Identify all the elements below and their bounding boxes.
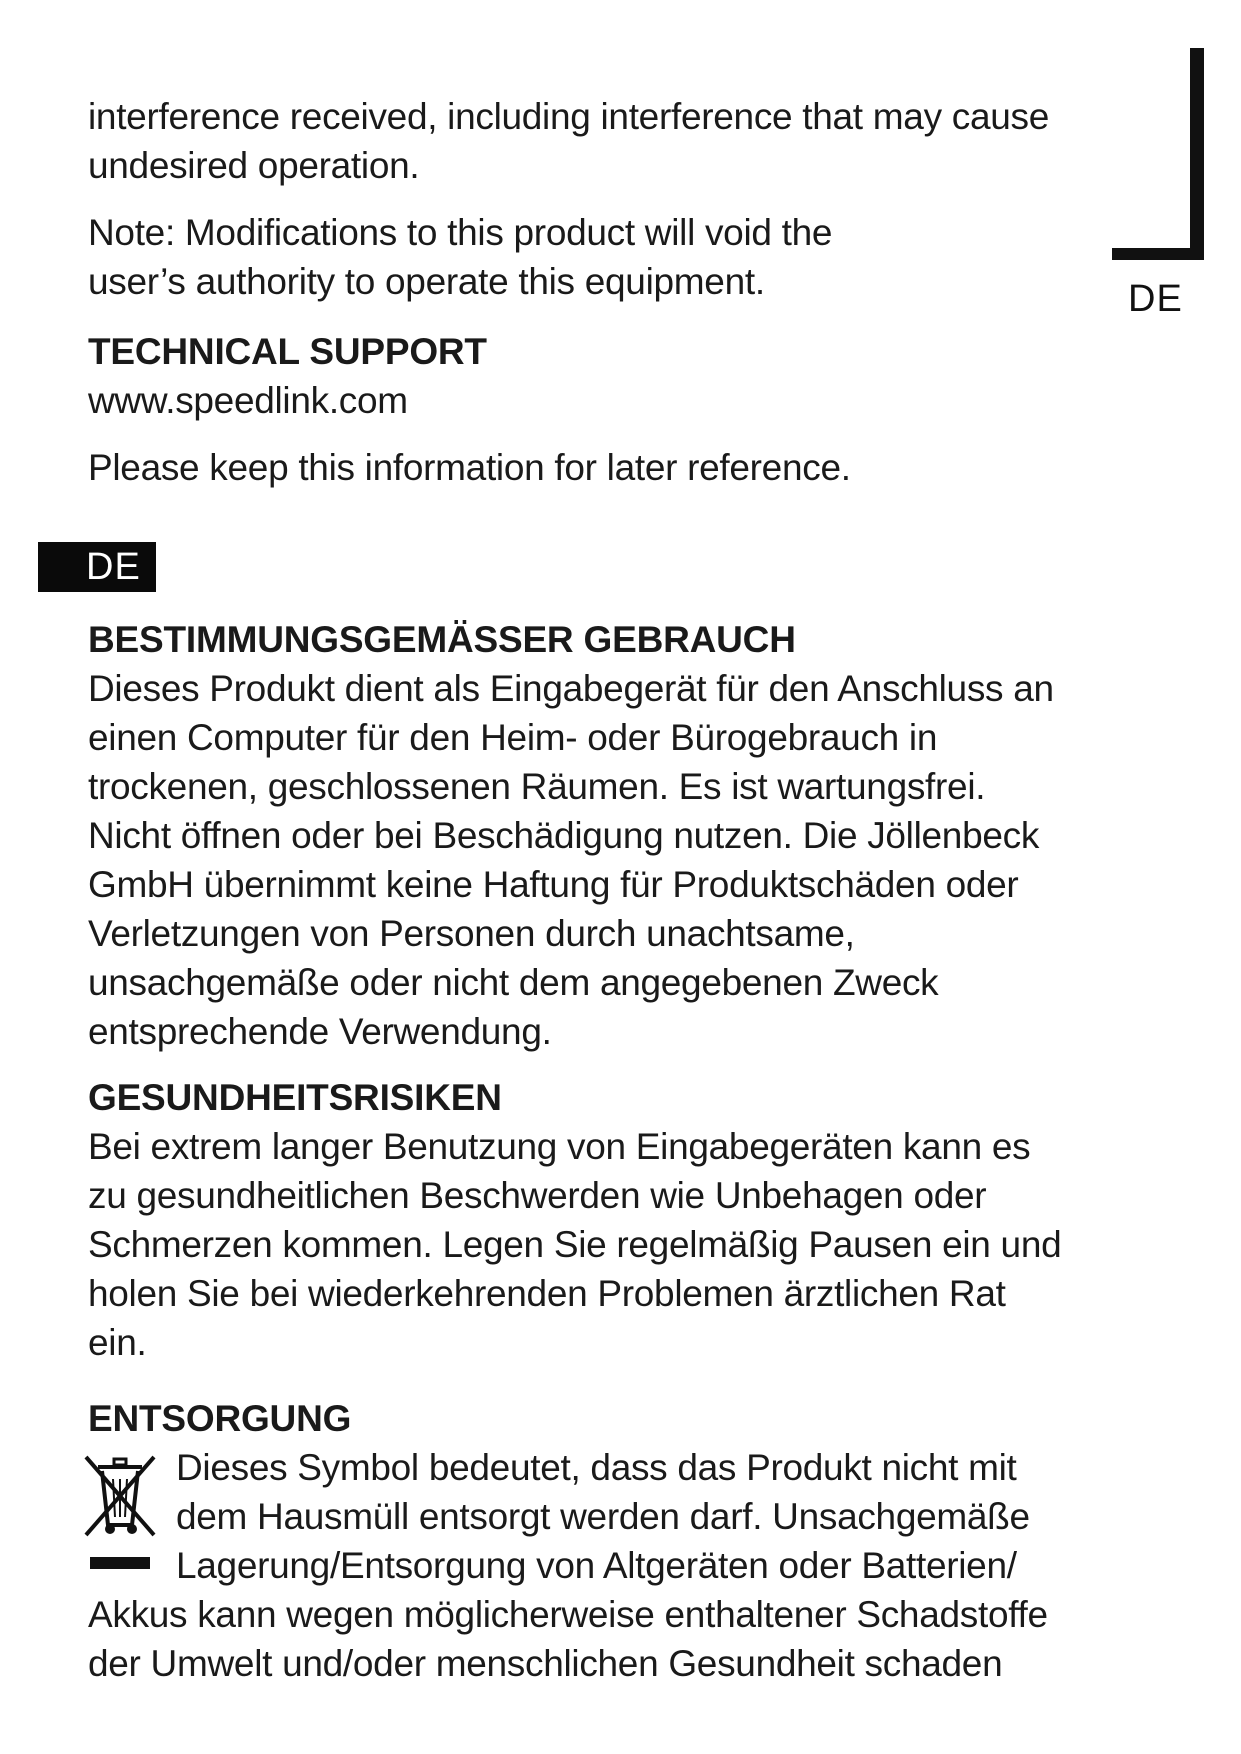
disposal-line-1: Dieses Symbol bedeutet, dass das Produkt nicht mit bbox=[176, 1447, 1017, 1488]
english-section bbox=[88, 92, 1068, 492]
disposal-heading: ENTSORGUNG bbox=[88, 1398, 352, 1439]
german-section bbox=[88, 616, 1068, 1688]
intended-use-heading: BESTIMMUNGSGEMÄSSER GEBRAUCH bbox=[88, 619, 796, 660]
edge-marker-vertical-bar bbox=[1190, 48, 1204, 260]
health-risks-heading: GESUNDHEITSRISIKEN bbox=[88, 1077, 502, 1118]
disposal-line-2: dem Hausmüll entsorgt werden darf. Unsachgemäße bbox=[176, 1496, 1030, 1537]
edge-marker-horizontal-bar bbox=[1112, 248, 1204, 260]
disposal-line-3: Lagerung/Entsorgung von Altgeräten oder Batterien/ bbox=[176, 1545, 1017, 1586]
intended-use-text: Dieses Produkt dient als Eingabegerät für den Anschluss an einen Computer für den Heim- oder Bürogebrauch in trockenen, geschlossenen Räumen. Es ist wartungsfrei. Nicht öffnen oder bei Beschädigung nutzen. Die Jöllenbeck GmbH übernimmt keine Haftung für Produktschäden oder Verletzungen von Personen durch unachtsame, unsachgemäße oder nicht dem angegebenen Zweck entsprechende Verwendung. bbox=[88, 668, 1054, 1052]
paragraph-note: Note: Modifications to this product will void the user’s authority to operate this equipment. bbox=[88, 212, 833, 302]
health-risks-text: Bei extrem langer Benutzung von Eingabegeräten kann es zu gesundheitlichen Beschwerden wie Unbehagen oder Schmerzen kommen. Legen Sie regelmäßig Pausen ein und holen Sie bei wiederkehrenden Problemen ärztlichen Rat ein. bbox=[88, 1126, 1062, 1363]
tech-support-heading: TECHNICAL SUPPORT bbox=[88, 331, 487, 372]
edge-language-label: DE bbox=[1128, 278, 1183, 320]
disposal-text-continued: Akkus kann wegen möglicherweise enthaltener Schadstoffe der Umwelt und/oder menschlichen Gesundheit schaden bbox=[88, 1594, 1048, 1684]
keep-info-text: Please keep this information for later reference. bbox=[88, 447, 851, 488]
tech-support-url: www.speedlink.com bbox=[88, 380, 408, 421]
disposal-block bbox=[88, 1443, 1068, 1590]
disposal-text-wrapped bbox=[88, 1443, 1068, 1590]
paragraph-interference: interference received, including interference that may cause undesired operation. bbox=[88, 96, 1049, 186]
language-tag-de: DE bbox=[38, 542, 156, 592]
weee-crossed-bin-icon bbox=[80, 1447, 160, 1577]
